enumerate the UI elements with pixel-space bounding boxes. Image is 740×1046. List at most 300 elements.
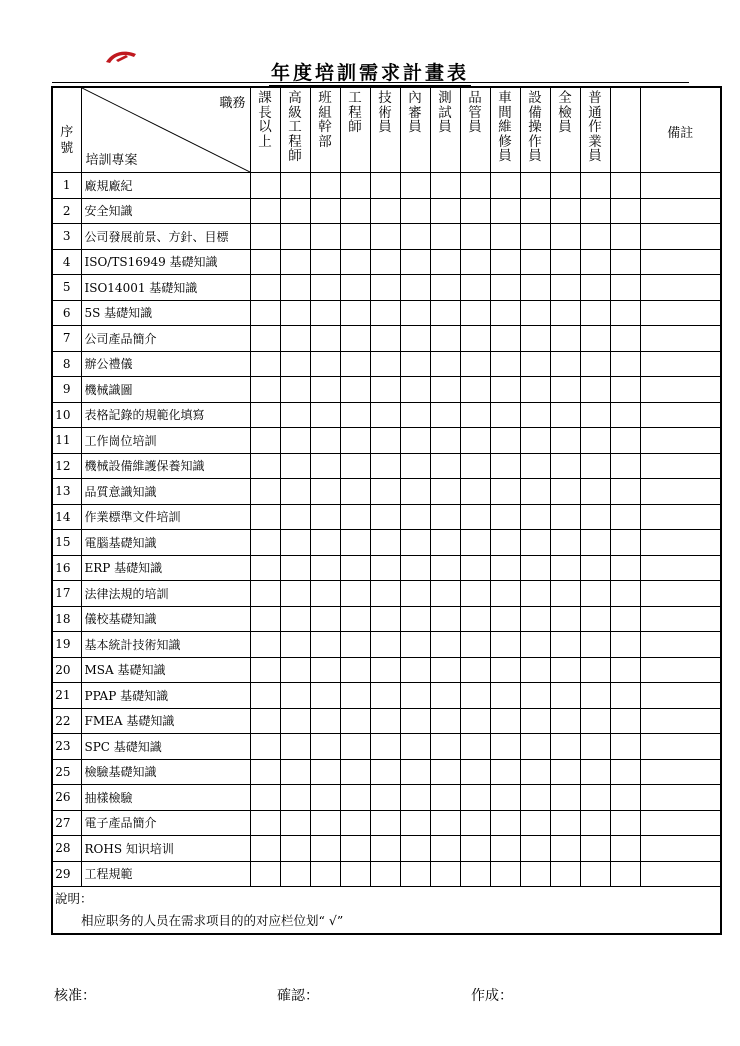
remark-cell[interactable] <box>640 351 721 377</box>
requirement-cell[interactable] <box>550 861 580 887</box>
requirement-cell[interactable] <box>610 836 640 862</box>
requirement-cell[interactable] <box>490 224 520 250</box>
requirement-cell[interactable] <box>550 275 580 301</box>
requirement-cell[interactable] <box>580 326 610 352</box>
requirement-cell[interactable] <box>250 351 280 377</box>
requirement-cell[interactable] <box>340 759 370 785</box>
requirement-cell[interactable] <box>430 300 460 326</box>
requirement-cell[interactable] <box>520 173 550 199</box>
requirement-cell[interactable] <box>520 326 550 352</box>
requirement-cell[interactable] <box>520 708 550 734</box>
requirement-cell[interactable] <box>580 173 610 199</box>
requirement-cell[interactable] <box>520 504 550 530</box>
requirement-cell[interactable] <box>430 555 460 581</box>
requirement-cell[interactable] <box>580 275 610 301</box>
requirement-cell[interactable] <box>430 657 460 683</box>
requirement-cell[interactable] <box>340 428 370 454</box>
requirement-cell[interactable] <box>340 785 370 811</box>
requirement-cell[interactable] <box>580 861 610 887</box>
requirement-cell[interactable] <box>550 428 580 454</box>
requirement-cell[interactable] <box>250 657 280 683</box>
requirement-cell[interactable] <box>310 377 340 403</box>
requirement-cell[interactable] <box>250 861 280 887</box>
requirement-cell[interactable] <box>490 530 520 556</box>
requirement-cell[interactable] <box>370 224 400 250</box>
requirement-cell[interactable] <box>400 479 430 505</box>
requirement-cell[interactable] <box>520 300 550 326</box>
requirement-cell[interactable] <box>460 453 490 479</box>
requirement-cell[interactable] <box>250 224 280 250</box>
requirement-cell[interactable] <box>340 198 370 224</box>
requirement-cell[interactable] <box>250 530 280 556</box>
requirement-cell[interactable] <box>550 555 580 581</box>
requirement-cell[interactable] <box>460 836 490 862</box>
requirement-cell[interactable] <box>490 810 520 836</box>
requirement-cell[interactable] <box>340 300 370 326</box>
requirement-cell[interactable] <box>280 861 310 887</box>
requirement-cell[interactable] <box>340 708 370 734</box>
requirement-cell[interactable] <box>280 402 310 428</box>
requirement-cell[interactable] <box>610 810 640 836</box>
requirement-cell[interactable] <box>250 734 280 760</box>
requirement-cell[interactable] <box>520 351 550 377</box>
requirement-cell[interactable] <box>400 224 430 250</box>
remark-cell[interactable] <box>640 428 721 454</box>
requirement-cell[interactable] <box>460 632 490 658</box>
requirement-cell[interactable] <box>370 810 400 836</box>
requirement-cell[interactable] <box>610 300 640 326</box>
requirement-cell[interactable] <box>490 861 520 887</box>
requirement-cell[interactable] <box>370 249 400 275</box>
requirement-cell[interactable] <box>490 785 520 811</box>
requirement-cell[interactable] <box>310 810 340 836</box>
requirement-cell[interactable] <box>310 632 340 658</box>
requirement-cell[interactable] <box>280 428 310 454</box>
requirement-cell[interactable] <box>580 428 610 454</box>
requirement-cell[interactable] <box>310 657 340 683</box>
requirement-cell[interactable] <box>610 326 640 352</box>
requirement-cell[interactable] <box>280 224 310 250</box>
requirement-cell[interactable] <box>250 275 280 301</box>
requirement-cell[interactable] <box>370 683 400 709</box>
remark-cell[interactable] <box>640 173 721 199</box>
requirement-cell[interactable] <box>460 198 490 224</box>
requirement-cell[interactable] <box>610 606 640 632</box>
remark-cell[interactable] <box>640 377 721 403</box>
requirement-cell[interactable] <box>460 785 490 811</box>
requirement-cell[interactable] <box>430 861 460 887</box>
requirement-cell[interactable] <box>370 198 400 224</box>
requirement-cell[interactable] <box>340 606 370 632</box>
requirement-cell[interactable] <box>430 708 460 734</box>
requirement-cell[interactable] <box>490 632 520 658</box>
requirement-cell[interactable] <box>490 657 520 683</box>
requirement-cell[interactable] <box>520 861 550 887</box>
requirement-cell[interactable] <box>580 734 610 760</box>
requirement-cell[interactable] <box>370 785 400 811</box>
requirement-cell[interactable] <box>430 734 460 760</box>
requirement-cell[interactable] <box>550 351 580 377</box>
requirement-cell[interactable] <box>310 555 340 581</box>
requirement-cell[interactable] <box>340 836 370 862</box>
requirement-cell[interactable] <box>610 734 640 760</box>
requirement-cell[interactable] <box>370 759 400 785</box>
requirement-cell[interactable] <box>400 504 430 530</box>
requirement-cell[interactable] <box>550 326 580 352</box>
requirement-cell[interactable] <box>490 734 520 760</box>
requirement-cell[interactable] <box>280 173 310 199</box>
requirement-cell[interactable] <box>280 479 310 505</box>
requirement-cell[interactable] <box>370 453 400 479</box>
requirement-cell[interactable] <box>520 453 550 479</box>
requirement-cell[interactable] <box>580 606 610 632</box>
requirement-cell[interactable] <box>460 351 490 377</box>
requirement-cell[interactable] <box>520 249 550 275</box>
requirement-cell[interactable] <box>460 249 490 275</box>
requirement-cell[interactable] <box>280 657 310 683</box>
requirement-cell[interactable] <box>430 173 460 199</box>
requirement-cell[interactable] <box>550 759 580 785</box>
requirement-cell[interactable] <box>400 377 430 403</box>
requirement-cell[interactable] <box>400 453 430 479</box>
requirement-cell[interactable] <box>610 555 640 581</box>
requirement-cell[interactable] <box>550 606 580 632</box>
requirement-cell[interactable] <box>550 249 580 275</box>
requirement-cell[interactable] <box>460 224 490 250</box>
requirement-cell[interactable] <box>280 530 310 556</box>
requirement-cell[interactable] <box>400 326 430 352</box>
requirement-cell[interactable] <box>610 351 640 377</box>
requirement-cell[interactable] <box>490 708 520 734</box>
requirement-cell[interactable] <box>340 224 370 250</box>
requirement-cell[interactable] <box>490 249 520 275</box>
requirement-cell[interactable] <box>430 275 460 301</box>
requirement-cell[interactable] <box>430 810 460 836</box>
requirement-cell[interactable] <box>520 402 550 428</box>
requirement-cell[interactable] <box>370 351 400 377</box>
remark-cell[interactable] <box>640 249 721 275</box>
requirement-cell[interactable] <box>490 377 520 403</box>
requirement-cell[interactable] <box>400 810 430 836</box>
requirement-cell[interactable] <box>250 453 280 479</box>
requirement-cell[interactable] <box>490 606 520 632</box>
requirement-cell[interactable] <box>580 479 610 505</box>
requirement-cell[interactable] <box>400 275 430 301</box>
requirement-cell[interactable] <box>340 861 370 887</box>
requirement-cell[interactable] <box>460 683 490 709</box>
requirement-cell[interactable] <box>490 759 520 785</box>
requirement-cell[interactable] <box>460 606 490 632</box>
requirement-cell[interactable] <box>580 351 610 377</box>
requirement-cell[interactable] <box>370 377 400 403</box>
requirement-cell[interactable] <box>430 530 460 556</box>
requirement-cell[interactable] <box>310 759 340 785</box>
requirement-cell[interactable] <box>430 326 460 352</box>
requirement-cell[interactable] <box>340 632 370 658</box>
requirement-cell[interactable] <box>580 530 610 556</box>
requirement-cell[interactable] <box>430 785 460 811</box>
requirement-cell[interactable] <box>580 300 610 326</box>
requirement-cell[interactable] <box>400 428 430 454</box>
requirement-cell[interactable] <box>280 683 310 709</box>
requirement-cell[interactable] <box>340 479 370 505</box>
requirement-cell[interactable] <box>520 198 550 224</box>
requirement-cell[interactable] <box>490 198 520 224</box>
requirement-cell[interactable] <box>430 683 460 709</box>
requirement-cell[interactable] <box>460 708 490 734</box>
requirement-cell[interactable] <box>430 453 460 479</box>
requirement-cell[interactable] <box>340 249 370 275</box>
requirement-cell[interactable] <box>550 785 580 811</box>
requirement-cell[interactable] <box>490 479 520 505</box>
requirement-cell[interactable] <box>310 504 340 530</box>
requirement-cell[interactable] <box>400 249 430 275</box>
requirement-cell[interactable] <box>400 657 430 683</box>
requirement-cell[interactable] <box>280 326 310 352</box>
requirement-cell[interactable] <box>280 810 310 836</box>
requirement-cell[interactable] <box>310 173 340 199</box>
requirement-cell[interactable] <box>250 836 280 862</box>
requirement-cell[interactable] <box>250 708 280 734</box>
requirement-cell[interactable] <box>310 606 340 632</box>
requirement-cell[interactable] <box>340 657 370 683</box>
requirement-cell[interactable] <box>610 632 640 658</box>
requirement-cell[interactable] <box>550 734 580 760</box>
requirement-cell[interactable] <box>610 428 640 454</box>
requirement-cell[interactable] <box>400 606 430 632</box>
requirement-cell[interactable] <box>610 249 640 275</box>
requirement-cell[interactable] <box>460 275 490 301</box>
remark-cell[interactable] <box>640 861 721 887</box>
requirement-cell[interactable] <box>490 326 520 352</box>
requirement-cell[interactable] <box>550 632 580 658</box>
requirement-cell[interactable] <box>310 785 340 811</box>
requirement-cell[interactable] <box>430 377 460 403</box>
requirement-cell[interactable] <box>520 479 550 505</box>
requirement-cell[interactable] <box>550 836 580 862</box>
requirement-cell[interactable] <box>250 479 280 505</box>
requirement-cell[interactable] <box>310 224 340 250</box>
remark-cell[interactable] <box>640 632 721 658</box>
requirement-cell[interactable] <box>550 683 580 709</box>
requirement-cell[interactable] <box>250 249 280 275</box>
requirement-cell[interactable] <box>280 632 310 658</box>
requirement-cell[interactable] <box>400 632 430 658</box>
requirement-cell[interactable] <box>400 173 430 199</box>
requirement-cell[interactable] <box>550 173 580 199</box>
requirement-cell[interactable] <box>610 479 640 505</box>
requirement-cell[interactable] <box>400 402 430 428</box>
requirement-cell[interactable] <box>250 504 280 530</box>
requirement-cell[interactable] <box>490 504 520 530</box>
remark-cell[interactable] <box>640 555 721 581</box>
requirement-cell[interactable] <box>580 708 610 734</box>
requirement-cell[interactable] <box>490 173 520 199</box>
requirement-cell[interactable] <box>550 300 580 326</box>
requirement-cell[interactable] <box>370 300 400 326</box>
requirement-cell[interactable] <box>520 581 550 607</box>
requirement-cell[interactable] <box>580 555 610 581</box>
requirement-cell[interactable] <box>610 861 640 887</box>
requirement-cell[interactable] <box>370 708 400 734</box>
remark-cell[interactable] <box>640 606 721 632</box>
requirement-cell[interactable] <box>550 224 580 250</box>
requirement-cell[interactable] <box>340 555 370 581</box>
remark-cell[interactable] <box>640 581 721 607</box>
requirement-cell[interactable] <box>550 479 580 505</box>
requirement-cell[interactable] <box>550 657 580 683</box>
requirement-cell[interactable] <box>250 198 280 224</box>
requirement-cell[interactable] <box>490 275 520 301</box>
requirement-cell[interactable] <box>280 759 310 785</box>
requirement-cell[interactable] <box>250 632 280 658</box>
requirement-cell[interactable] <box>370 402 400 428</box>
remark-cell[interactable] <box>640 402 721 428</box>
requirement-cell[interactable] <box>250 759 280 785</box>
requirement-cell[interactable] <box>280 351 310 377</box>
requirement-cell[interactable] <box>430 351 460 377</box>
requirement-cell[interactable] <box>280 300 310 326</box>
requirement-cell[interactable] <box>610 683 640 709</box>
requirement-cell[interactable] <box>610 708 640 734</box>
requirement-cell[interactable] <box>280 504 310 530</box>
requirement-cell[interactable] <box>520 734 550 760</box>
remark-cell[interactable] <box>640 453 721 479</box>
requirement-cell[interactable] <box>580 581 610 607</box>
requirement-cell[interactable] <box>340 377 370 403</box>
requirement-cell[interactable] <box>490 581 520 607</box>
requirement-cell[interactable] <box>310 326 340 352</box>
requirement-cell[interactable] <box>490 836 520 862</box>
requirement-cell[interactable] <box>430 632 460 658</box>
requirement-cell[interactable] <box>520 555 550 581</box>
remark-cell[interactable] <box>640 198 721 224</box>
requirement-cell[interactable] <box>460 530 490 556</box>
remark-cell[interactable] <box>640 785 721 811</box>
requirement-cell[interactable] <box>400 836 430 862</box>
requirement-cell[interactable] <box>520 810 550 836</box>
requirement-cell[interactable] <box>430 249 460 275</box>
requirement-cell[interactable] <box>340 351 370 377</box>
requirement-cell[interactable] <box>610 377 640 403</box>
requirement-cell[interactable] <box>580 759 610 785</box>
requirement-cell[interactable] <box>460 555 490 581</box>
requirement-cell[interactable] <box>370 632 400 658</box>
requirement-cell[interactable] <box>400 530 430 556</box>
requirement-cell[interactable] <box>520 428 550 454</box>
requirement-cell[interactable] <box>400 351 430 377</box>
requirement-cell[interactable] <box>400 300 430 326</box>
requirement-cell[interactable] <box>580 683 610 709</box>
requirement-cell[interactable] <box>550 810 580 836</box>
requirement-cell[interactable] <box>580 198 610 224</box>
requirement-cell[interactable] <box>250 377 280 403</box>
requirement-cell[interactable] <box>400 785 430 811</box>
requirement-cell[interactable] <box>310 530 340 556</box>
requirement-cell[interactable] <box>520 836 550 862</box>
requirement-cell[interactable] <box>580 402 610 428</box>
requirement-cell[interactable] <box>280 275 310 301</box>
requirement-cell[interactable] <box>400 861 430 887</box>
requirement-cell[interactable] <box>280 198 310 224</box>
requirement-cell[interactable] <box>340 326 370 352</box>
requirement-cell[interactable] <box>610 785 640 811</box>
remark-cell[interactable] <box>640 530 721 556</box>
requirement-cell[interactable] <box>610 657 640 683</box>
requirement-cell[interactable] <box>520 224 550 250</box>
requirement-cell[interactable] <box>460 581 490 607</box>
requirement-cell[interactable] <box>460 428 490 454</box>
requirement-cell[interactable] <box>250 173 280 199</box>
requirement-cell[interactable] <box>370 428 400 454</box>
remark-cell[interactable] <box>640 275 721 301</box>
requirement-cell[interactable] <box>580 453 610 479</box>
requirement-cell[interactable] <box>370 173 400 199</box>
requirement-cell[interactable] <box>550 504 580 530</box>
remark-cell[interactable] <box>640 734 721 760</box>
requirement-cell[interactable] <box>400 683 430 709</box>
requirement-cell[interactable] <box>370 326 400 352</box>
requirement-cell[interactable] <box>400 555 430 581</box>
requirement-cell[interactable] <box>490 402 520 428</box>
requirement-cell[interactable] <box>310 198 340 224</box>
requirement-cell[interactable] <box>520 377 550 403</box>
remark-cell[interactable] <box>640 479 721 505</box>
requirement-cell[interactable] <box>340 173 370 199</box>
requirement-cell[interactable] <box>460 300 490 326</box>
requirement-cell[interactable] <box>340 504 370 530</box>
requirement-cell[interactable] <box>430 581 460 607</box>
requirement-cell[interactable] <box>310 249 340 275</box>
requirement-cell[interactable] <box>340 810 370 836</box>
requirement-cell[interactable] <box>430 606 460 632</box>
requirement-cell[interactable] <box>310 836 340 862</box>
requirement-cell[interactable] <box>370 734 400 760</box>
requirement-cell[interactable] <box>520 632 550 658</box>
requirement-cell[interactable] <box>550 453 580 479</box>
requirement-cell[interactable] <box>340 734 370 760</box>
requirement-cell[interactable] <box>610 224 640 250</box>
requirement-cell[interactable] <box>370 606 400 632</box>
requirement-cell[interactable] <box>430 198 460 224</box>
requirement-cell[interactable] <box>610 198 640 224</box>
requirement-cell[interactable] <box>460 402 490 428</box>
requirement-cell[interactable] <box>340 402 370 428</box>
requirement-cell[interactable] <box>490 351 520 377</box>
requirement-cell[interactable] <box>610 530 640 556</box>
requirement-cell[interactable] <box>580 785 610 811</box>
requirement-cell[interactable] <box>310 479 340 505</box>
requirement-cell[interactable] <box>520 606 550 632</box>
requirement-cell[interactable] <box>430 402 460 428</box>
requirement-cell[interactable] <box>340 530 370 556</box>
requirement-cell[interactable] <box>520 759 550 785</box>
requirement-cell[interactable] <box>310 683 340 709</box>
requirement-cell[interactable] <box>430 836 460 862</box>
requirement-cell[interactable] <box>520 785 550 811</box>
requirement-cell[interactable] <box>280 734 310 760</box>
remark-cell[interactable] <box>640 300 721 326</box>
requirement-cell[interactable] <box>580 657 610 683</box>
requirement-cell[interactable] <box>610 275 640 301</box>
requirement-cell[interactable] <box>610 402 640 428</box>
requirement-cell[interactable] <box>370 504 400 530</box>
requirement-cell[interactable] <box>400 581 430 607</box>
requirement-cell[interactable] <box>490 453 520 479</box>
requirement-cell[interactable] <box>370 530 400 556</box>
requirement-cell[interactable] <box>370 581 400 607</box>
requirement-cell[interactable] <box>280 453 310 479</box>
